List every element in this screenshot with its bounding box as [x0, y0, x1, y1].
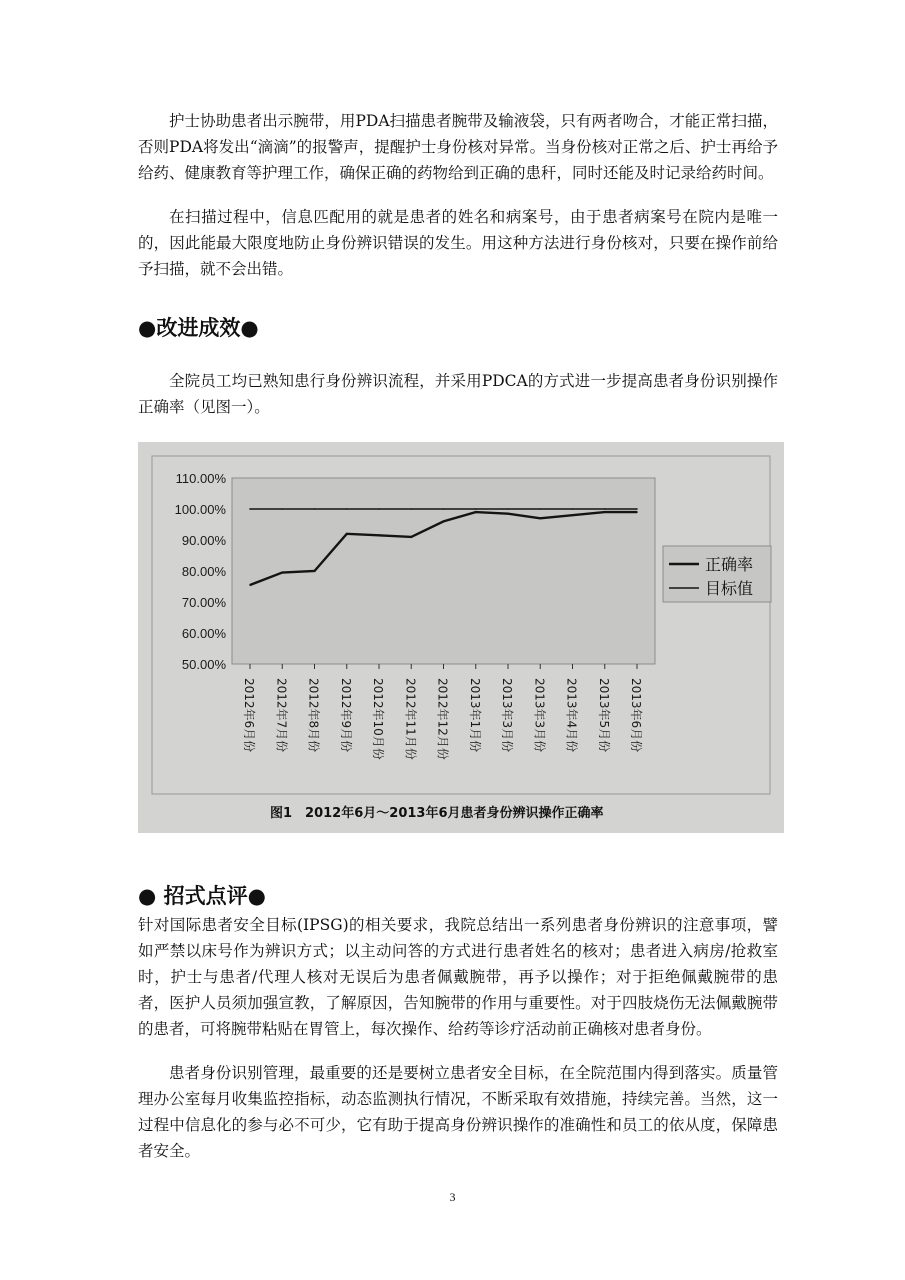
- body-paragraph: 患者身份识别管理，最重要的还是要树立患者安全目标，在全院范围内得到落实。质量管理办公室每月收集监控指标，动态监测执行情况，不断采取有效措施，持续完善。当然，这一过程中信息化的参与必不可少，它有助于提高身份辨识操作的准确性和员工的依从度，保障患者安全。: [138, 1064, 778, 1160]
- data-point: [539, 518, 541, 520]
- page-number: 3: [449, 1190, 456, 1204]
- body-paragraph: 全院员工均已熟知患行身份辨识流程，并采用PDCA的方式进一步提高患者身份识别操作正确率（见图一）。: [138, 372, 778, 416]
- data-point: [281, 572, 283, 574]
- data-point: [443, 521, 445, 523]
- data-point: [636, 508, 638, 510]
- x-tick-label: 2013年3月份: [500, 678, 514, 753]
- section-heading-comment: ● 招式点评●: [138, 884, 266, 908]
- y-tick-label: 110.00%: [175, 471, 226, 486]
- section-heading-improvement: ●改进成效●: [138, 316, 259, 340]
- x-tick-label: 2013年3月份: [532, 678, 547, 753]
- body-paragraph: 针对国际患者安全目标(IPSG)的相关要求，我院总结出一系列患者身份辨识的注意事项，譬如严禁以床号作为辨识方式；以主动问答的方式进行患者姓名的核对；患者进入病房/抢救室时，护士与患者/代理人核对无误后为患者佩戴腕带，再予以操作；对于拒绝佩戴腕带的患者，医护人员须加强宣教，了解原因，告知腕带的作用与重要性。对于四肢烧伤无法佩戴腕带的患者，可将腕带粘贴在胃管上，每次操作、给药等诊疗活动前正确核对患者身份。: [138, 916, 778, 1038]
- data-point: [249, 508, 251, 510]
- x-tick-label: 2012年6月份: [242, 678, 256, 753]
- x-tick-label: 2012年8月份: [306, 678, 321, 753]
- data-point: [604, 511, 606, 513]
- y-tick-label: 100.00%: [174, 502, 226, 517]
- x-tick-label: 2012年10月份: [371, 678, 385, 760]
- data-point: [410, 508, 412, 510]
- data-point: [410, 536, 412, 538]
- chart-figure: [138, 442, 784, 833]
- chart-caption: 图1 2012年6月～2013年6月患者身份辨识操作正确率: [270, 806, 604, 821]
- data-point: [281, 508, 283, 510]
- data-point: [443, 508, 445, 510]
- data-point: [572, 514, 574, 516]
- y-tick-label: 80.00%: [181, 564, 226, 579]
- y-tick-label: 70.00%: [181, 595, 226, 610]
- x-tick-label: 2013年4月份: [564, 678, 579, 753]
- x-tick-label: 2012年12月份: [435, 678, 450, 760]
- data-point: [604, 508, 606, 510]
- data-point: [572, 508, 574, 510]
- y-tick-label: 50.00%: [181, 657, 226, 672]
- data-point: [539, 508, 541, 510]
- data-point: [507, 513, 509, 515]
- data-point: [378, 508, 380, 510]
- data-point: [378, 535, 380, 537]
- data-point: [346, 533, 348, 535]
- x-tick-label: 2012年11月份: [403, 678, 418, 760]
- y-tick-label: 90.00%: [181, 533, 226, 548]
- body-paragraph: 在扫描过程中，信息匹配用的就是患者的姓名和病案号，由于患者病案号在院内是唯一的，因此能最大限度地防止身份辨识错误的发生。用这种方法进行身份核对，只要在操作前给予扫描，就不会出错。: [138, 208, 778, 278]
- data-point: [475, 508, 477, 510]
- x-tick-label: 2012年7月份: [274, 678, 289, 753]
- y-tick-label: 60.00%: [181, 626, 226, 641]
- data-point: [346, 508, 348, 510]
- x-tick-label: 2013年5月份: [596, 678, 611, 753]
- legend-label: 目标值: [705, 579, 754, 598]
- data-point: [507, 508, 509, 510]
- x-tick-label: 2012年9月份: [338, 678, 353, 753]
- data-point: [636, 511, 638, 513]
- body-paragraph: 护士协助患者出示腕带，用PDA扫描患者腕带及输液袋，只有两者吻合，才能正常扫描，否则PDA将发出“滴滴”的报警声，提醒护士身份核对异常。当身份核对正常之后、护士再给予给药、健康教育等护理工作，确保正确的药物给到正确的患秆，同时还能及时记录给药时间。: [138, 112, 778, 182]
- line-chart: [138, 442, 784, 833]
- data-point: [314, 508, 316, 510]
- x-tick-label: 2013年6月份: [629, 678, 643, 753]
- data-point: [314, 570, 316, 572]
- x-tick-label: 2013年1月份: [467, 678, 482, 753]
- legend-label: 正确率: [705, 555, 754, 574]
- data-point: [249, 584, 251, 586]
- data-point: [475, 511, 477, 513]
